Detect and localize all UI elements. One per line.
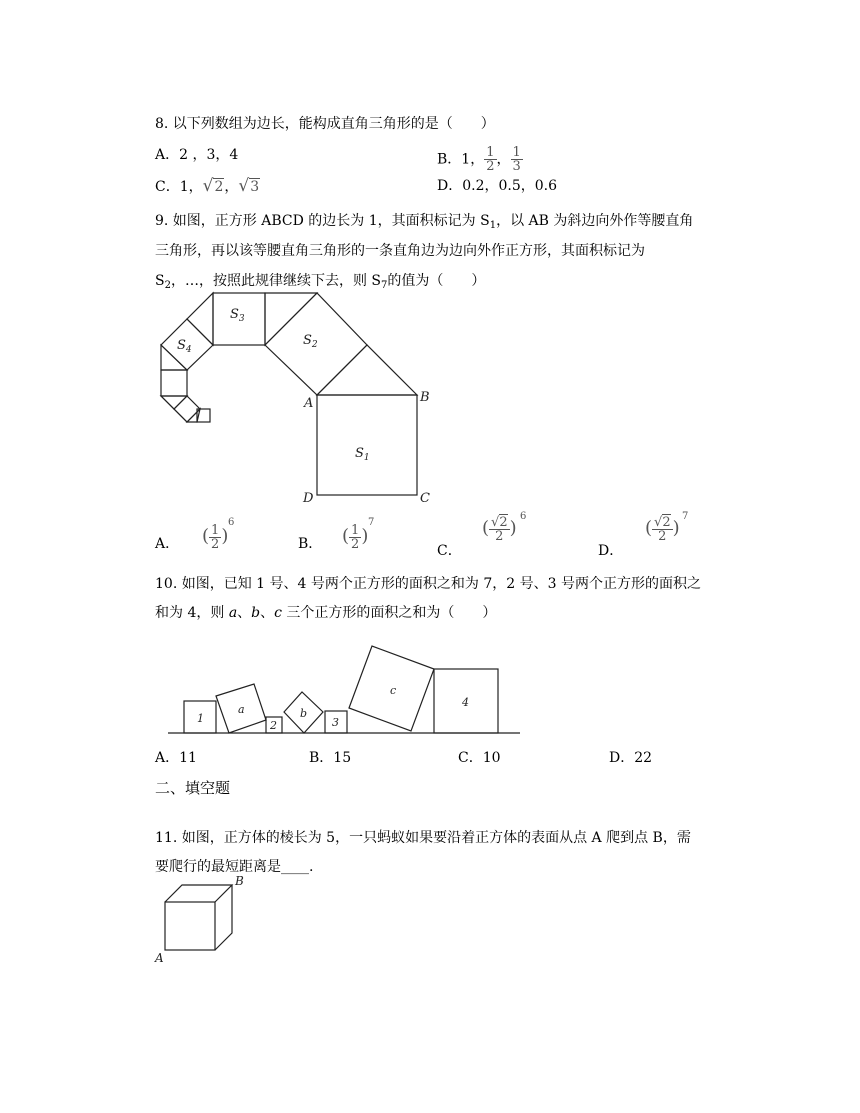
section-heading-fill-in: 二、填空题	[155, 779, 231, 797]
label-s2: $S_2$	[303, 333, 318, 350]
q8-option-c-prefix: 1，	[179, 179, 203, 195]
square-s1	[317, 395, 417, 495]
q9-figure	[150, 285, 440, 510]
q10-option-c: C．10	[458, 750, 501, 766]
square-s5	[161, 370, 187, 396]
q9-line-1: 9. 如图，正方形 ABCD 的边长为 1，其面积标记为 $S_1$，以 AB 为斜边向外作等腰直角	[155, 213, 694, 231]
q8-option-d	[437, 176, 557, 196]
q9-line-2: 三角形，再以该等腰直角三角形的一条直角边为边向外作正方形，其面积标记为	[155, 243, 645, 259]
q9-line-3: $S_2$，…，按照此规律继续下去，则 $S_7$的值为（ ）	[155, 273, 486, 291]
label-c: c	[390, 684, 397, 697]
q9-option-d-expr: ( $\frac{√2}{2}$ )	[645, 515, 680, 544]
label-c: C	[420, 491, 430, 506]
label-s4: $S_4$	[177, 338, 192, 355]
cube-side-face	[215, 885, 232, 950]
label-2: 2	[270, 719, 277, 732]
q9-option-c-label: C．	[437, 543, 462, 559]
q8-option-b-fraction-1: $\frac{1}{2}$	[486, 145, 495, 174]
label-b: B	[420, 390, 430, 405]
label-4: 4	[462, 696, 469, 709]
cube-label-a: A	[155, 951, 164, 965]
q9-option-b-exponent: 7	[368, 517, 375, 528]
label-a: A	[304, 396, 314, 411]
cube-top-face	[165, 885, 232, 902]
label-a: a	[238, 703, 245, 716]
label-d: D	[303, 491, 314, 506]
q8-option-a-text: 2 ，3，4	[179, 147, 239, 163]
square-s6	[174, 396, 200, 422]
q9-option-a-expr: ( $\frac{1}{2}$ )	[202, 523, 229, 552]
q8-option-b-fraction-2: $\frac{1}{3}$	[512, 145, 521, 174]
triangle-1	[317, 345, 417, 395]
q8-option-c-sqrt-2: √3	[238, 176, 260, 196]
q8-option-a	[155, 145, 238, 165]
q10-line-2: 和为 4，则 a、b、c 三个正方形的面积之和为（ ）	[155, 605, 497, 621]
q9-option-d-label: D．	[598, 543, 624, 559]
q8-option-d-text: 0.2，0.5，0.6	[462, 178, 558, 194]
label-s1: $S_1$	[355, 446, 370, 463]
label-3: 3	[332, 716, 339, 729]
q9-option-a-exponent: 6	[228, 517, 235, 528]
triangle-3	[187, 293, 213, 345]
q8-option-b-prefix: 1，	[461, 151, 485, 168]
q9-option-b-expr: ( $\frac{1}{2}$ )	[342, 523, 369, 552]
q11-line-1: 11. 如图，正方体的棱长为 5，一只蚂蚁如果要沿着正方体的表面从点 A 爬到点 B，需	[155, 830, 691, 846]
q8-option-b-label: B．	[437, 151, 462, 168]
q8-option-b	[437, 146, 523, 173]
q9-option-d-exponent: 7	[682, 511, 689, 522]
label-b: b	[300, 707, 308, 720]
q8-option-a-label: A．	[155, 147, 180, 163]
cube-label-b: B	[235, 874, 244, 888]
q10-option-d: D．22	[609, 750, 653, 766]
q10-option-b: B．15	[309, 750, 352, 766]
label-s3: $S_3$	[230, 307, 245, 324]
q11-cube-figure	[150, 872, 250, 967]
label-1: 1	[197, 712, 204, 725]
q8-option-c-sep: ，	[224, 179, 239, 195]
q8-option-c-label: C．	[155, 179, 180, 195]
triangle-5	[161, 396, 187, 409]
q8-option-b-sep: ，	[496, 151, 511, 168]
q8-option-d-label: D．	[437, 178, 463, 194]
q10-figure	[165, 640, 530, 740]
q10-line-1: 10. 如图，已知 1 号、4 号两个正方形的面积之和为 7，2 号、3 号两个正方形的面积之	[155, 576, 701, 592]
q10-option-a: A．11	[155, 750, 197, 766]
q8-stem: 8. 以下列数组为边长，能构成直角三角形的是（ ）	[155, 116, 495, 132]
q9-option-a-label: A．	[155, 536, 180, 552]
q11-line-2: 要爬行的最短距离是____.	[155, 859, 314, 875]
q9-option-c-expr: ( $\frac{√2}{2}$ )	[482, 515, 517, 544]
cube-front-face	[165, 902, 215, 950]
triangle-6	[187, 409, 200, 422]
q8-option-c-sqrt-1: √2	[202, 176, 224, 196]
q8-option-c	[155, 176, 260, 197]
q9-option-b-label: B．	[298, 536, 323, 552]
q9-option-c-exponent: 6	[520, 511, 527, 522]
